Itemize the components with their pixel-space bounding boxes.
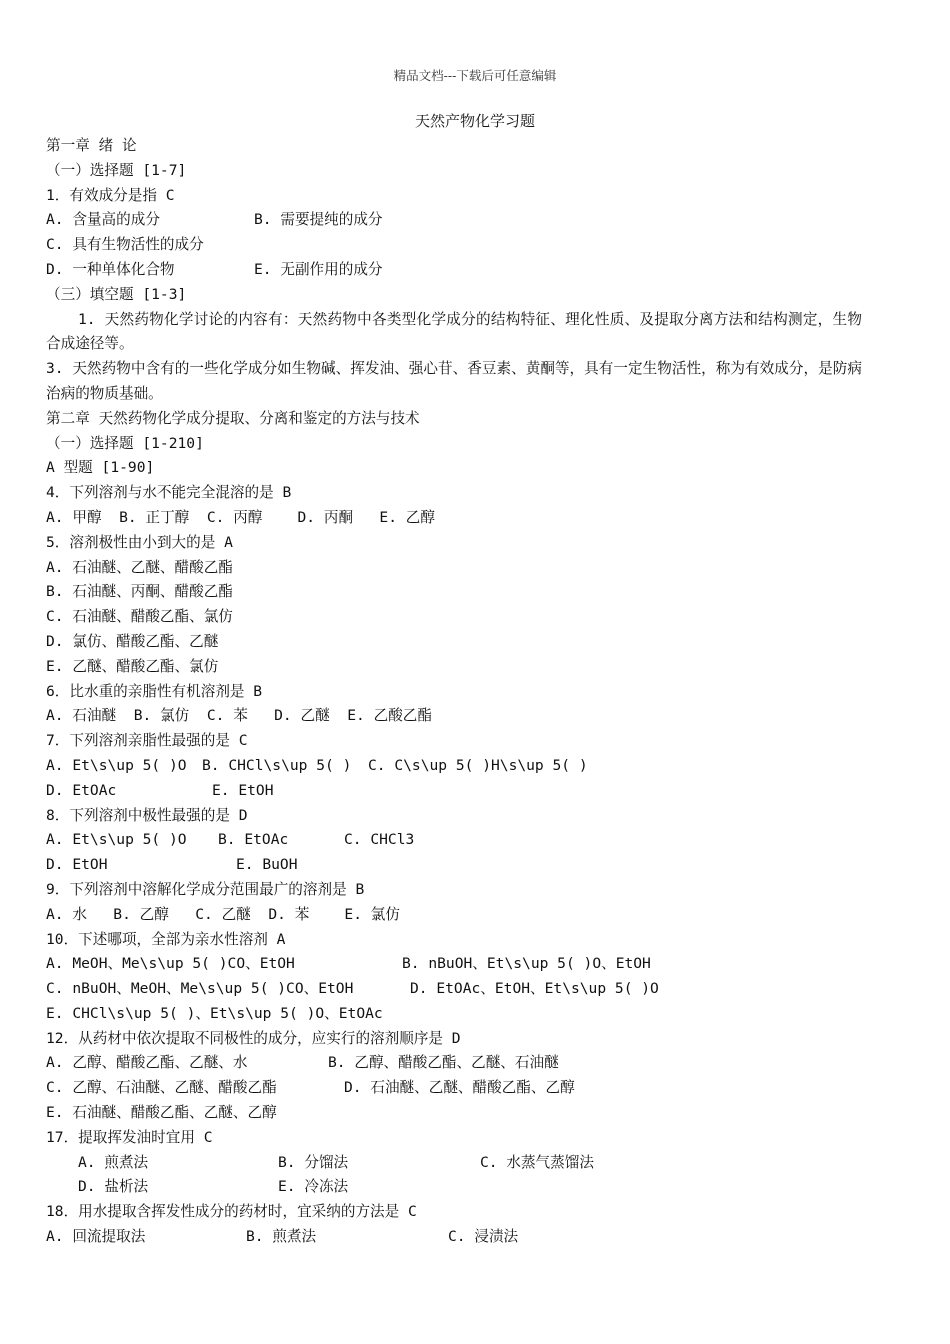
options-row [46,1051,862,1076]
question: 6．比水重的亲脂性有机溶剂是 B [46,682,263,700]
option: B. 煎煮法 [246,1228,317,1246]
question: 7．下列溶剂亲脂性最强的是 C [46,732,248,750]
fill-in-answer: 1. 天然药物化学讨论的内容有：天然药物中各类型化学成分的结构特征、理化性质、及提取分离方法和结构测定，生物合成途径等。 [46,310,862,353]
option: A. 石油醚、乙醚、醋酸乙酯 [46,558,233,576]
question: 5．溶剂极性由小到大的是 A [46,533,233,551]
option: B. 分馏法 [278,1153,349,1171]
page-header: 精品文档---下载后可任意编辑 [393,68,557,83]
options-row [46,952,862,977]
option: E. 冷冻法 [278,1178,349,1196]
options-row [46,853,862,878]
option: B. 石油醚、丙酮、醋酸乙酯 [46,583,233,601]
option: D. EtOH [46,856,108,874]
option: A. 含量高的成分 [46,211,160,229]
document-title: 天然产物化学习题 [414,112,535,130]
options-row [46,779,862,804]
option: C. 水蒸气蒸馏法 [480,1153,594,1171]
section-heading: A 型题 [1-90] [46,459,155,477]
option: A. Et\s\up 5( )O [46,756,187,774]
chapter-heading: 第二章 天然药物化学成分提取、分离和鉴定的方法与技术 [46,409,420,427]
option: C. C\s\up 5( )H\s\up 5( ) [368,756,588,774]
option: D. 盐析法 [78,1178,149,1196]
options-row: A. 甲醇 B. 正丁醇 C. 丙醇 D. 丙酮 E. 乙醇 [46,508,435,526]
option: C. 具有生物活性的成分 [46,236,204,254]
option: C. 乙醇、石油醚、乙醚、醋酸乙酯 [46,1079,277,1097]
option: B. EtOAc [218,831,289,849]
question: 9．下列溶剂中溶解化学成分范围最广的溶剂是 B [46,880,365,898]
option: A. MeOH、Me\s\up 5( )CO、EtOH [46,955,295,973]
option: E. 无副作用的成分 [254,260,383,278]
option: E. EtOH [212,781,274,799]
question: 10．下述哪项，全部为亲水性溶剂 A [46,930,286,948]
question: 4．下列溶剂与水不能完全混溶的是 B [46,484,292,502]
section-heading: （一）选择题 [1-7] [46,161,187,179]
option: C. CHCl3 [344,831,415,849]
option: E. 石油醚、醋酸乙酯、乙醚、乙醇 [46,1104,277,1122]
option: D. 一种单体化合物 [46,260,175,278]
options-row [46,1225,862,1250]
options-row: A. 水 B. 乙醇 C. 乙醚 D. 苯 E. 氯仿 [46,905,400,923]
options-row [46,258,862,283]
options-row [46,1151,862,1176]
option: B. 需要提纯的成分 [254,211,383,229]
question: 18．用水提取含挥发性成分的药材时，宜采纳的方法是 C [46,1203,417,1221]
option: C. 石油醚、醋酸乙酯、氯仿 [46,608,233,626]
chapter-heading: 第一章 绪 论 [46,137,137,154]
options-row: A. 石油醚 B. 氯仿 C. 苯 D. 乙醚 E. 乙酸乙酯 [46,707,432,725]
options-row [46,828,862,853]
section-heading: （一）选择题 [1-210] [46,434,204,452]
option: C. nBuOH、MeOH、Me\s\up 5( )CO、EtOH [46,980,354,998]
option: C. 浸渍法 [448,1228,519,1246]
options-row [46,977,862,1002]
fill-in-answer: 3. 天然药物中含有的一些化学成分如生物碱、挥发油、强心苷、香豆素、黄酮等，具有一定生物活性，称为有效成分，是防病治病的物质基础。 [46,360,862,402]
options-row [46,1076,862,1101]
option: B. CHCl\s\up 5( ) [202,756,352,774]
option: D. EtOAc、EtOH、Et\s\up 5( )O [410,980,659,998]
option: E. 乙醚、醋酸乙酯、氯仿 [46,657,219,675]
document-body [46,134,862,1250]
options-row [46,208,862,233]
option: D. 石油醚、乙醚、醋酸乙酯、乙醇 [344,1079,575,1097]
option: D. EtOAc [46,781,117,799]
question: 8．下列溶剂中极性最强的是 D [46,806,248,824]
option: E. BuOH [236,856,298,874]
option: B. nBuOH、Et\s\up 5( )O、EtOH [402,955,651,973]
option: A. 煎煮法 [78,1153,149,1171]
option: A. 乙醇、醋酸乙酯、乙醚、水 [46,1054,248,1072]
question: 17．提取挥发油时宜用 C [46,1128,213,1146]
options-row [46,754,862,779]
option: D. 氯仿、醋酸乙酯、乙醚 [46,632,219,650]
option: B. 乙醇、醋酸乙酯、乙醚、石油醚 [328,1054,559,1072]
option: A. Et\s\up 5( )O [46,831,187,849]
question: 12．从药材中依次提取不同极性的成分，应实行的溶剂顺序是 D [46,1029,461,1047]
section-heading: （三）填空题 [1-3] [46,285,187,303]
question: 1．有效成分是指 C [46,186,175,204]
option: E. CHCl\s\up 5( )、Et\s\up 5( )O、EtOAc [46,1004,383,1022]
options-row [46,1175,862,1200]
option: A. 回流提取法 [46,1228,146,1246]
